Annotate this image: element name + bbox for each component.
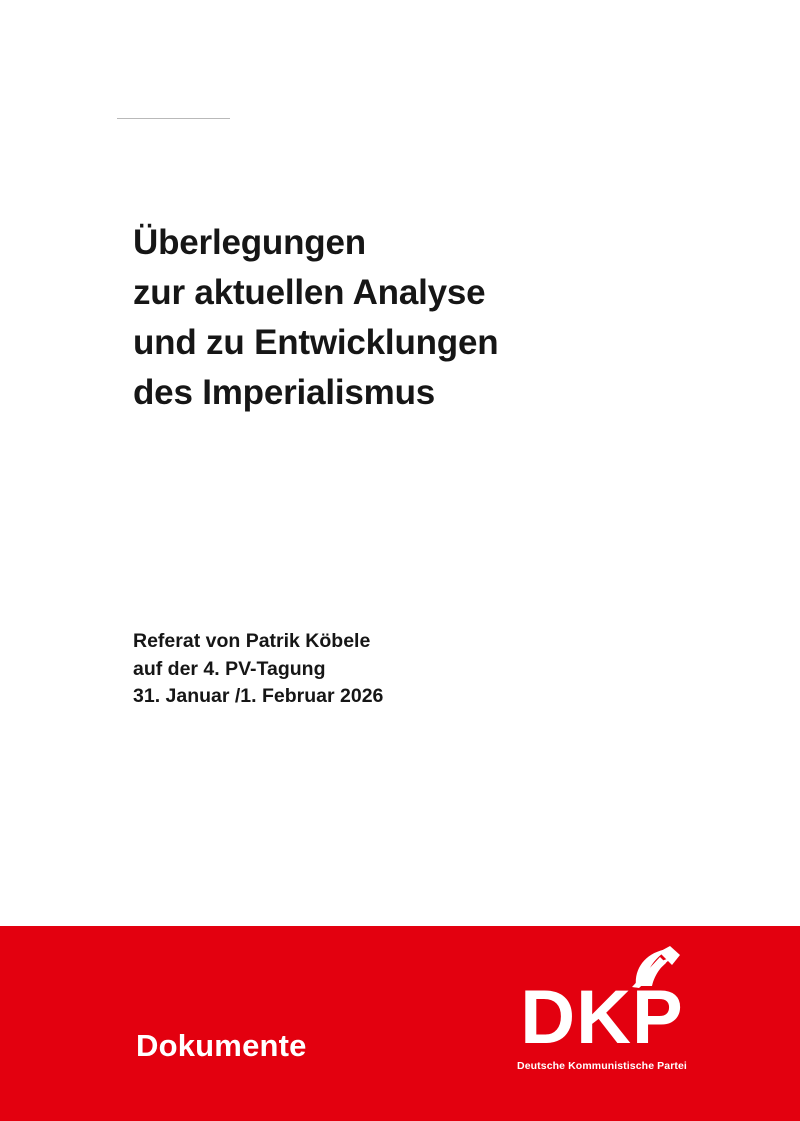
byline-occasion: auf der 4. PV-Tagung (133, 657, 326, 680)
top-divider (117, 118, 230, 119)
footer-banner (0, 926, 800, 1121)
logo-wordmark: DKP (520, 975, 684, 1060)
series-label: Dokumente (136, 1028, 307, 1063)
dkp-logo (502, 948, 702, 1078)
byline (133, 628, 653, 711)
title-line-2: zur aktuellen Analyse (133, 273, 486, 312)
title-line-1: Überlegungen (133, 223, 366, 262)
byline-author: Referat von Patrik Köbele (133, 630, 371, 652)
title-line-4: des Imperialismus (133, 373, 436, 412)
logo-subtitle: Deutsche Kommunistische Partei (517, 1060, 687, 1072)
page-title (133, 218, 693, 418)
byline-date: 31. Januar /1. Februar 2026 (133, 685, 384, 707)
title-line-3: und zu Entwicklungen (133, 323, 499, 362)
